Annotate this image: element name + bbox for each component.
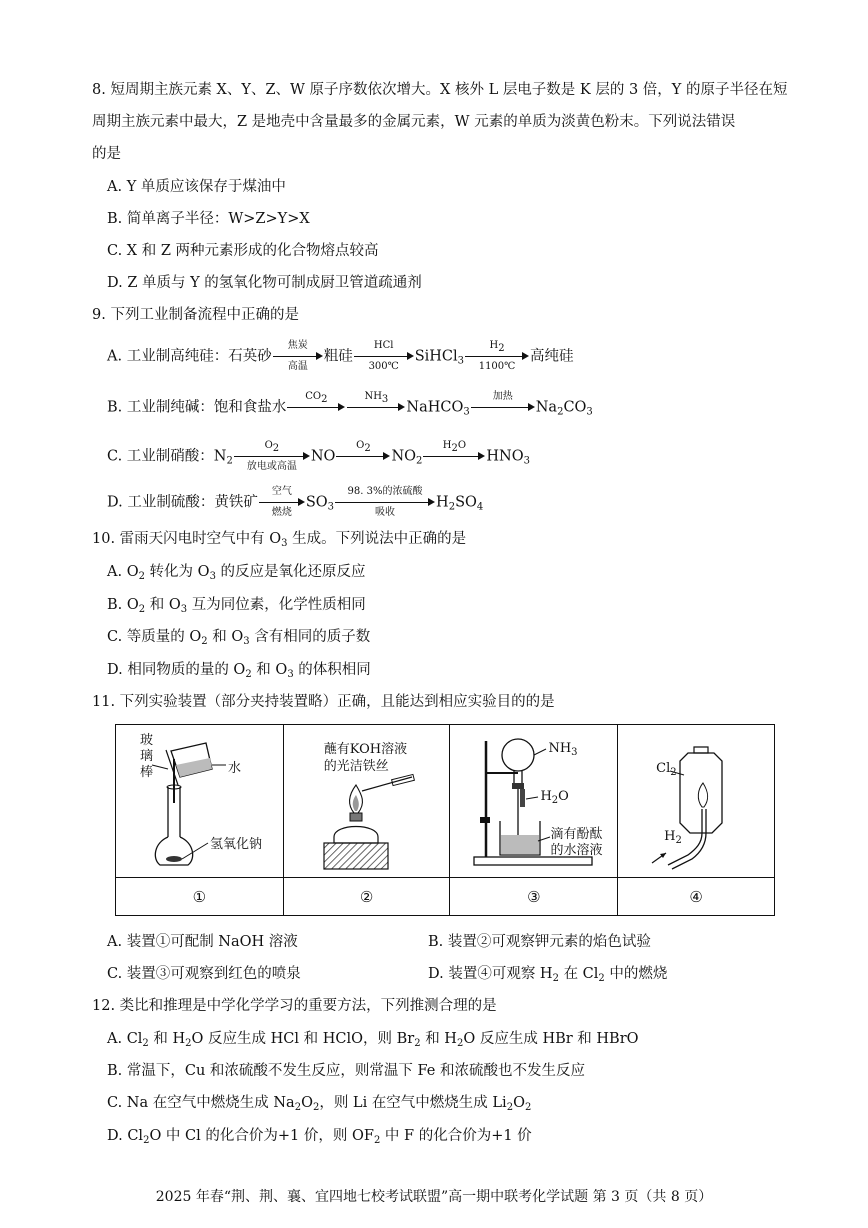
glass-rod-label-1: 玻 xyxy=(140,733,154,748)
phenolphthalein-label-1: 滴有酚酞 xyxy=(550,827,603,842)
q8-stem-line3: 的是 xyxy=(92,146,121,162)
glass-rod-label-3: 棒 xyxy=(140,765,154,780)
q11-option-b: B. 装置②可观察钾元素的焰色试验 xyxy=(428,934,651,950)
naoh-label: 氢氧化钠 xyxy=(210,837,263,852)
q8-option-a: A. Y 单质应该保存于煤油中 xyxy=(107,179,286,195)
cl2-label: $Cl_2$ xyxy=(656,761,677,778)
q10-option-b: B. $O_2$ 和 $O_3$ 互为同位素，化学性质相同 xyxy=(107,597,366,615)
q10-option-d: D. 相同物质的量的 $O_2$ 和 $O_3$ 的体积相同 xyxy=(107,662,371,680)
q8-option-d: D. Z 单质与 Y 的氢氧化物可制成厨卫管道疏通剂 xyxy=(107,275,422,291)
gas-jar-figure xyxy=(618,725,775,877)
h2o-label: $H_2O$ xyxy=(540,789,569,806)
q9-option-d: D. 工业制硫酸：黄铁矿 空气 燃烧 $SO_3$ 98. 3%的浓硫酸 吸收 $H_2SO_4$ xyxy=(107,486,484,518)
q8-stem-line1: 8. 短周期主族元素 X、Y、Z、W 原子序数依次增大。X 核外 L 层电子数是 K 层的 3 倍，Y 的原子半径在短 xyxy=(92,82,788,98)
q12-option-b: B. 常温下，Cu 和浓硫酸不发生反应，则常温下 Fe 和浓硫酸也不发生反应 xyxy=(107,1063,585,1079)
apparatus-label-1: ① xyxy=(116,878,284,916)
q8-option-b: B. 简单离子半径：W>Z>Y>X xyxy=(107,211,310,227)
q9-stem: 9. 下列工业制备流程中正确的是 xyxy=(92,307,299,323)
koh-wire-label-1: 蘸有KOH溶液 xyxy=(323,742,408,757)
glass-rod-label-2: 璃 xyxy=(140,749,154,764)
q9-option-b: B. 工业制纯碱：饱和食盐水 $CO_2$ $NH_3$ NaHCO$_3$ 加热 $Na_2CO_3$ xyxy=(107,391,593,418)
apparatus-4-cell xyxy=(618,725,775,878)
page-footer: 2025 年春“荆、荆、襄、宜四地七校考试联盟”高一期中联考化学试题 第 3 页（共 8 页） xyxy=(155,1189,713,1205)
q9-option-a: A. 工业制高纯硅：石英砂 焦炭 高温 粗硅 HCl 300℃ SiHCl$_3$ $H_2$ 1100℃ 高纯硅 xyxy=(107,340,574,372)
q12-stem: 12. 类比和推理是中学化学学习的重要方法，下列推测合理的是 xyxy=(92,998,497,1014)
q11-option-c: C. 装置③可观察到红色的喷泉 xyxy=(107,966,301,982)
koh-wire-label-2: 的光洁铁丝 xyxy=(323,759,389,774)
apparatus-table xyxy=(115,724,775,916)
q11-option-a: A. 装置①可配制 NaOH 溶液 xyxy=(107,934,298,950)
q12-option-c: C. Na 在空气中燃烧生成 $Na_2O_2$，则 Li 在空气中燃烧生成 $Li_2O_2$ xyxy=(107,1095,532,1113)
apparatus-label-4: ④ xyxy=(618,878,775,916)
apparatus-label-2: ② xyxy=(283,878,450,916)
q10-stem: 10. 雷雨天闪电时空气中有 $O_3$ 生成。下列说法中正确的是 xyxy=(92,531,467,549)
apparatus-label-3: ③ xyxy=(450,878,618,916)
h2-label: $H_2$ xyxy=(664,829,682,846)
q12-option-d: D. $Cl_2O$ 中 Cl 的化合价为+1 价，则 $OF_2$ 中 F 的化合价为+1 价 xyxy=(107,1128,532,1146)
q10-option-a: A. $O_2$ 转化为 $O_3$ 的反应是氧化还原反应 xyxy=(107,564,366,582)
apparatus-1-cell xyxy=(116,725,284,878)
q12-option-a: A. $Cl_2$ 和 $H_2O$ 反应生成 HCl 和 HClO，则 $Br_2$ 和 $H_2O$ 反应生成 HBr 和 HBrO xyxy=(107,1031,639,1049)
water-label: 水 xyxy=(228,761,242,776)
apparatus-3-cell xyxy=(450,725,618,878)
q8-stem-line2: 周期主族元素中最大，Z 是地壳中含量最多的金属元素，W 元素的单质为淡黄色粉末。下列说法错误 xyxy=(92,114,736,130)
nh3-label: $NH_3$ xyxy=(548,741,578,758)
q11-stem: 11. 下列实验装置（部分夹持装置略）正确，且能达到相应实验目的的是 xyxy=(92,694,555,710)
apparatus-2-cell xyxy=(283,725,450,878)
phenolphthalein-label-2: 的水溶液 xyxy=(550,843,603,858)
q9-option-c: C. 工业制硝酸：$N_2$ $O_2$ 放电或高温 NO $O_2$ $NO_2$ $H_2O$ $HNO_3$ xyxy=(107,440,530,472)
q8-option-c: C. X 和 Z 两种元素形成的化合物熔点较高 xyxy=(107,243,379,259)
q10-option-c: C. 等质量的 $O_2$ 和 $O_3$ 含有相同的质子数 xyxy=(107,629,371,647)
q11-option-d: D. 装置④可观察 $H_2$ 在 $Cl_2$ 中的燃烧 xyxy=(428,966,668,984)
